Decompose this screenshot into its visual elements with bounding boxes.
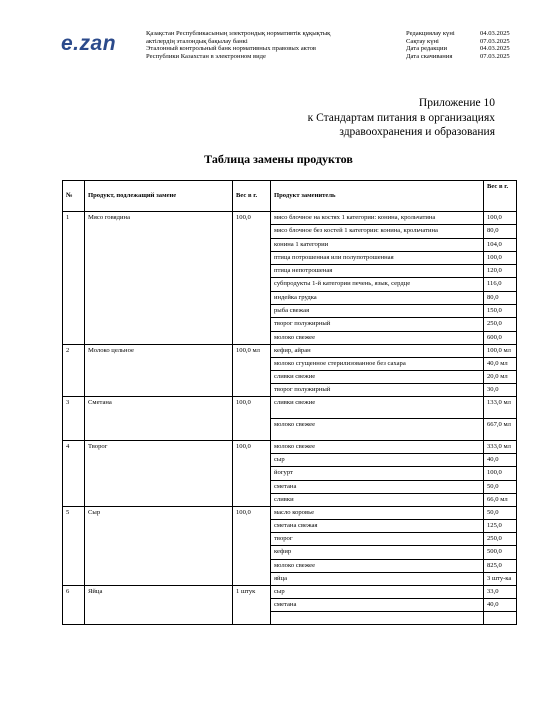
substitute-product: конина 1 категории bbox=[271, 238, 484, 251]
substitute-product: сметана свежая bbox=[271, 520, 484, 533]
row-number: 2 bbox=[63, 344, 85, 396]
substitute-product: субпродукты 1-й категории печень, язык, сердце bbox=[271, 278, 484, 291]
header-source-text bbox=[146, 30, 396, 60]
replaced-product: Мясо говядина bbox=[85, 212, 233, 345]
meta-key: Дата скачивания bbox=[406, 52, 453, 60]
appendix-line: к Стандартам питания в организациях bbox=[307, 111, 495, 124]
substitute-weight: 20,0 мл bbox=[484, 370, 517, 383]
table-row bbox=[63, 396, 517, 418]
substitute-product: молоко свежее bbox=[271, 440, 484, 453]
substitute-product: творог bbox=[271, 533, 484, 546]
substitute-product: молоко свежее bbox=[271, 418, 484, 440]
substitute-weight bbox=[484, 612, 517, 625]
substitute-weight: 40,0 bbox=[484, 599, 517, 612]
substitute-weight: 500,0 bbox=[484, 546, 517, 559]
table-body bbox=[63, 212, 517, 625]
substitute-product: птица потрошенная или полупотрошенная bbox=[271, 251, 484, 264]
substitute-weight: 150,0 bbox=[484, 305, 517, 318]
row-number: 3 bbox=[63, 396, 85, 440]
replaced-weight: 100,0 bbox=[233, 396, 271, 440]
replaced-weight: 1 штук bbox=[233, 586, 271, 625]
substitute-weight: 250,0 bbox=[484, 318, 517, 331]
substitute-product: сметана bbox=[271, 480, 484, 493]
replaced-weight: 100,0 bbox=[233, 506, 271, 585]
substitute-product: сыр bbox=[271, 586, 484, 599]
replaced-product: Сметана bbox=[85, 396, 233, 440]
appendix-line: здравоохранения и образования bbox=[339, 126, 495, 138]
substitute-weight: 116,0 bbox=[484, 278, 517, 291]
substitute-weight: 80,0 bbox=[484, 291, 517, 304]
meta-row bbox=[406, 45, 520, 53]
substitute-product: сливки свежие bbox=[271, 396, 484, 418]
substitute-product: кефир, айран bbox=[271, 344, 484, 357]
meta-row bbox=[406, 53, 520, 61]
substitute-weight: 250,0 bbox=[484, 533, 517, 546]
substitute-product: кефир bbox=[271, 546, 484, 559]
substitute-product: творог полужирный bbox=[271, 383, 484, 396]
substitute-weight: 133,0 мл bbox=[484, 396, 517, 418]
substitute-weight: 120,0 bbox=[484, 265, 517, 278]
substitute-product: масло коровье bbox=[271, 506, 484, 519]
substitute-product: йогурт bbox=[271, 467, 484, 480]
substitute-weight: 825,0 bbox=[484, 559, 517, 572]
table-row bbox=[63, 440, 517, 453]
substitute-weight: 104,0 bbox=[484, 238, 517, 251]
substitute-weight: 40,0 мл bbox=[484, 357, 517, 370]
substitute-product: молоко свежее bbox=[271, 331, 484, 344]
substitute-product: яйца bbox=[271, 572, 484, 585]
meta-key: Редакциялау күні bbox=[406, 30, 455, 37]
row-number: 5 bbox=[63, 506, 85, 585]
substitute-weight: 100,0 bbox=[484, 212, 517, 225]
substitute-weight: 33,0 bbox=[484, 586, 517, 599]
substitute-weight: 50,0 bbox=[484, 480, 517, 493]
appendix-line: Приложение 10 bbox=[418, 97, 495, 109]
substitute-weight: 40,0 bbox=[484, 454, 517, 467]
substitute-product: творог полужирный bbox=[271, 318, 484, 331]
document-dates bbox=[406, 30, 520, 60]
substitute-product: мясо блочное без костей 1 категории: конина, крольчатина bbox=[271, 225, 484, 238]
substitute-product: молоко сгущенное стерилизованное без сахара bbox=[271, 357, 484, 370]
replaced-product: Яйца bbox=[85, 586, 233, 625]
header-line: актілердің эталондық бақылау банкі bbox=[146, 37, 248, 45]
substitute-product: молоко свежее bbox=[271, 559, 484, 572]
header-line: Эталонный контрольный банк нормативных правовых актов bbox=[146, 45, 316, 53]
meta-row bbox=[406, 30, 520, 38]
substitution-table bbox=[62, 180, 517, 625]
table-row bbox=[63, 344, 517, 357]
table-row bbox=[63, 586, 517, 599]
row-number: 1 bbox=[63, 212, 85, 345]
meta-value: 07.03.2025 bbox=[480, 52, 510, 60]
meta-key: Сақтау күні bbox=[406, 37, 439, 45]
meta-value: 04.03.2025 bbox=[480, 45, 510, 53]
substitute-weight: 600,0 bbox=[484, 331, 517, 344]
column-header: Продукт заменитель bbox=[271, 181, 484, 212]
replaced-product: Творог bbox=[85, 440, 233, 506]
substitute-product: сметана bbox=[271, 599, 484, 612]
substitute-weight: 100,0 bbox=[484, 467, 517, 480]
replaced-weight: 100,0 bbox=[233, 212, 271, 345]
appendix-caption bbox=[245, 96, 495, 140]
substitute-product: индейка грудка bbox=[271, 291, 484, 304]
header-line: Қазақстан Республикасының электрондық нормативтік құқықтық bbox=[146, 30, 331, 37]
substitute-weight: 3 шту-ка bbox=[484, 572, 517, 585]
substitute-weight: 100,0 мл bbox=[484, 344, 517, 357]
substitute-weight: 66,0 мл bbox=[484, 493, 517, 506]
table-row bbox=[63, 212, 517, 225]
substitute-product: птица непотрошеная bbox=[271, 265, 484, 278]
row-number: 6 bbox=[63, 586, 85, 625]
table-header-row bbox=[63, 181, 517, 212]
column-header: Продукт, подлежащий замене bbox=[85, 181, 233, 212]
replaced-weight: 100,0 bbox=[233, 440, 271, 506]
column-header: Вес в г. bbox=[233, 181, 271, 212]
substitute-weight: 125,0 bbox=[484, 520, 517, 533]
substitute-product: рыба свежая bbox=[271, 305, 484, 318]
row-number: 4 bbox=[63, 440, 85, 506]
meta-key: Дата редакции bbox=[406, 45, 447, 53]
substitute-product: сливки свежие bbox=[271, 370, 484, 383]
substitute-product: сливки bbox=[271, 493, 484, 506]
substitute-weight: 30,0 bbox=[484, 383, 517, 396]
substitute-product: сыр bbox=[271, 454, 484, 467]
header-line: Республики Казахстан в электронном виде bbox=[146, 52, 266, 60]
table-row bbox=[63, 506, 517, 519]
page-title: Таблица замены продуктов bbox=[204, 152, 353, 166]
meta-row bbox=[406, 38, 520, 46]
substitute-weight: 80,0 bbox=[484, 225, 517, 238]
substitute-product: мясо блочное на костях 1 категории: конина, крольчатина bbox=[271, 212, 484, 225]
replaced-product: Сыр bbox=[85, 506, 233, 585]
substitute-weight: 667,0 мл bbox=[484, 418, 517, 440]
column-header: № bbox=[63, 181, 85, 212]
replaced-weight: 100,0 мл bbox=[233, 344, 271, 396]
substitute-weight: 333,0 мл bbox=[484, 440, 517, 453]
meta-value: 07.03.2025 bbox=[480, 37, 510, 45]
substitute-product bbox=[271, 612, 484, 625]
replaced-product: Молоко цельное bbox=[85, 344, 233, 396]
column-header: Вес в г. bbox=[484, 181, 517, 212]
ezan-logo: e.zan bbox=[61, 32, 117, 55]
meta-value: 04.03.2025 bbox=[480, 30, 510, 37]
substitute-weight: 100,0 bbox=[484, 251, 517, 264]
substitute-weight: 50,0 bbox=[484, 506, 517, 519]
